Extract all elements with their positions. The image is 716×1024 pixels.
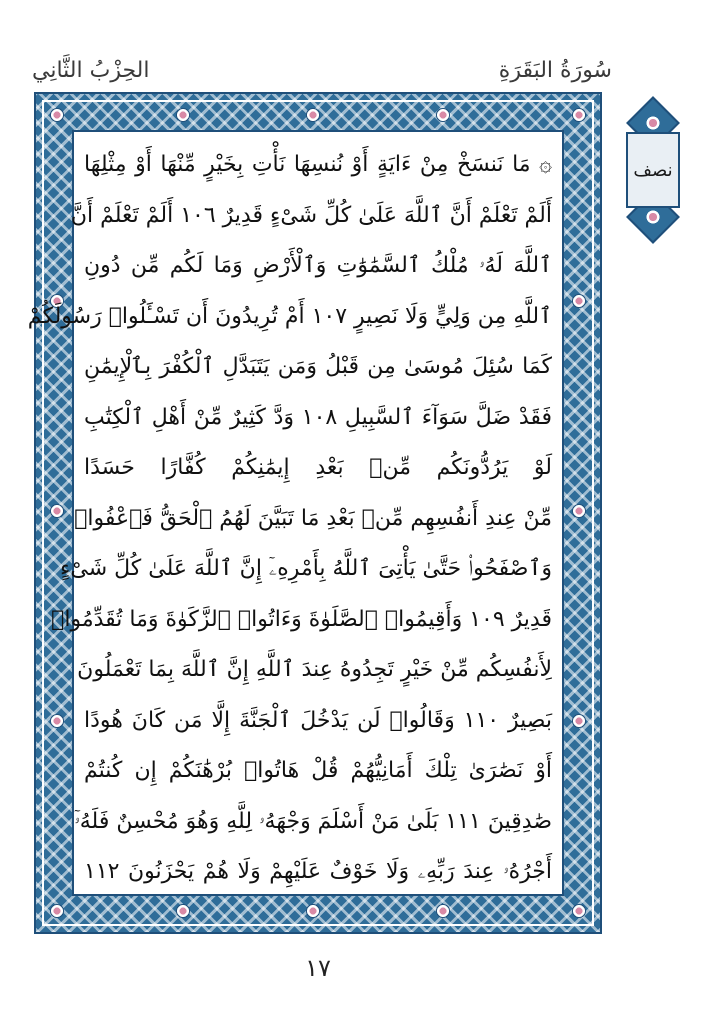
flower-ornament xyxy=(572,108,586,122)
text-line: ٱللَّهَ لَهُۥ مُلْكُ ٱلسَّمَٰوَٰتِ وَٱلْأَرْضِ وَمَا لَكُم مِّن دُونِ xyxy=(84,253,552,278)
text-line: أَوْ نَصَٰرَىٰ تِلْكَ أَمَانِيُّهُمْ قُلْ هَاتُوا۟ بُرْهَٰنَكُمْ إِن كُنتُمْ xyxy=(84,758,552,783)
text-line: أَلَمْ تَعْلَمْ أَنَّ ٱللَّهَ عَلَىٰ كُلِّ شَىْءٍ قَدِيرٌ ١٠٦ أَلَمْ تَعْلَمْ أَنَّ xyxy=(70,202,552,228)
text-line: ۞ مَا نَنسَخْ مِنْ ءَايَةٍ أَوْ نُنسِهَا نَأْتِ بِخَيْرٍ مِّنْهَا أَوْ مِثْلِهَا xyxy=(84,152,552,177)
flower-ornament xyxy=(436,108,450,122)
header-hizb-name: الحِزْبُ الثَّانِي xyxy=(32,58,150,83)
text-line: وَٱصْفَحُوا۟ حَتَّىٰ يَأْتِىَ ٱللَّهُ بِأَمْرِهِۦٓ إِنَّ ٱللَّهَ عَلَىٰ كُلِّ شَىْءٍ xyxy=(60,556,552,581)
marker-label: نصف xyxy=(633,159,673,181)
page-number: ١٧ xyxy=(305,954,331,982)
text-line: قَدِيرٌ ١٠٩ وَأَقِيمُوا۟ ٱلصَّلَوٰةَ وَءَاتُوا۟ ٱلزَّكَوٰةَ وَمَا تُقَدِّمُوا۟ xyxy=(51,606,552,632)
marker-box xyxy=(626,132,680,208)
quran-text-block xyxy=(27,140,553,898)
text-line: كَمَا سُئِلَ مُوسَىٰ مِن قَبْلُ وَمَن يَتَبَدَّلِ ٱلْكُفْرَ بِٱلْإِيمَٰنِ xyxy=(84,354,552,379)
text-line: بَصِيرٌ ١١٠ وَقَالُوا۟ لَن يَدْخُلَ ٱلْجَنَّةَ إِلَّا مَن كَانَ هُودًا xyxy=(84,707,552,733)
text-line: أَجْرُهُۥ عِندَ رَبِّهِۦ وَلَا خَوْفٌ عَلَيْهِمْ وَلَا هُمْ يَحْزَنُونَ ١١٢ xyxy=(84,859,552,884)
flower-ornament xyxy=(436,904,450,918)
flower-ornament xyxy=(50,108,64,122)
flower-ornament xyxy=(50,504,64,518)
text-line: لَوْ يَرُدُّونَكُم مِّنۢ بَعْدِ إِيمَٰنِكُمْ كُفَّارًا حَسَدًا xyxy=(84,455,552,480)
flower-ornament xyxy=(176,108,190,122)
flower-ornament xyxy=(306,108,320,122)
text-line: فَقَدْ ضَلَّ سَوَآءَ ٱلسَّبِيلِ ١٠٨ وَدَّ كَثِيرٌ مِّنْ أَهْلِ ٱلْكِتَٰبِ xyxy=(84,404,553,430)
flower-ornament xyxy=(572,904,586,918)
text-line: لِأَنفُسِكُم مِّنْ خَيْرٍ تَجِدُوهُ عِندَ ٱللَّهِ إِنَّ ٱللَّهَ بِمَا تَعْمَلُونَ xyxy=(77,657,552,682)
hizb-half-marker xyxy=(620,96,686,244)
flower-ornament xyxy=(572,294,586,308)
text-line: مِّنْ عِندِ أَنفُسِهِم مِّنۢ بَعْدِ مَا تَبَيَّنَ لَهُمُ ٱلْحَقُّ فَٱعْفُوا۟ xyxy=(74,505,552,531)
text-line: صَٰدِقِينَ ١١١ بَلَىٰ مَنْ أَسْلَمَ وَجْهَهُۥ لِلَّهِ وَهُوَ مُحْسِنٌ فَلَهُۥٓ xyxy=(74,808,552,834)
flower-ornament xyxy=(306,904,320,918)
flower-ornament xyxy=(176,904,190,918)
flower-ornament xyxy=(50,904,64,918)
text-line: ٱللَّهِ مِن وَلِيٍّ وَلَا نَصِيرٍ ١٠٧ أَمْ تُرِيدُونَ أَن تَسْـَٔلُوا۟ رَسُولَكُمْ xyxy=(27,303,552,329)
flower-ornament xyxy=(50,714,64,728)
flower-ornament xyxy=(572,504,586,518)
flower-ornament xyxy=(572,714,586,728)
header-surah-name: سُورَةُ البَقَرَةِ xyxy=(498,58,612,83)
